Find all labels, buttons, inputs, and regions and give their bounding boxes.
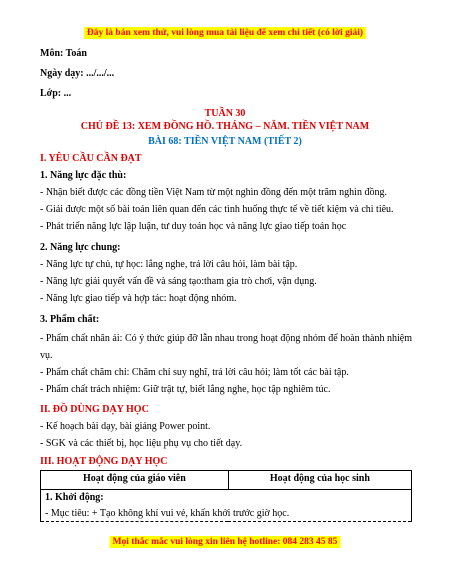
list-item: - Năng lực giải quyết vấn đề và sáng tạo:tham gia trò chơi, vận dụng.: [40, 276, 317, 287]
section-2-heading: II. ĐỒ DÙNG DẠY HỌC: [40, 404, 149, 415]
col-student-header: Hoạt động của học sinh: [228, 471, 411, 490]
activity-table: [40, 470, 412, 522]
list-item: - Phát triển năng lực lập luận, tư duy toán học và năng lực giao tiếp toán học: [40, 221, 347, 232]
top-banner: Đây là bản xem thử, vui lòng mua tài liệu để xem chi tiết (có lời giải): [84, 27, 366, 39]
list-item: - Phẩm chất trách nhiệm: Giữ trật tự, biết lắng nghe, học tập nghiêm túc.: [40, 384, 331, 395]
list-item: - Phẩm chất chăm chỉ: Chăm chỉ suy nghĩ, trả lời câu hỏi; làm tốt các bài tập.: [40, 367, 349, 378]
col-teacher-header: Hoạt động của giáo viên: [41, 471, 229, 490]
section-1-sub-2: 2. Năng lực chung:: [40, 242, 121, 253]
grade-label: Lớp: ...: [40, 88, 72, 99]
date-label: Ngày dạy: .../.../...: [40, 68, 115, 79]
start-label: 1. Khởi động:: [45, 492, 104, 503]
list-item: - Nhận biết được các đồng tiền Việt Nam từ một nghìn đồng đến một trăm nghìn đồng.: [40, 187, 387, 198]
bottom-banner: Mọi thắc mắc vui lòng xin liên hệ hotline: 084 283 45 85: [110, 536, 341, 548]
list-item: - SGK và các thiết bị, học liệu phụ vụ cho tiết dạy.: [40, 438, 243, 449]
list-item: - Phẩm chất nhân ái: Có ý thức giúp đỡ lẫn nhau trong hoạt động nhóm để hoàn thành nhiệm vụ.: [40, 333, 412, 361]
table-row: [41, 490, 412, 522]
section-1-sub-1: 1. Năng lực đặc thù:: [40, 170, 127, 181]
subject-label: Môn: Toán: [40, 48, 87, 59]
week-title: TUẦN 30: [204, 108, 246, 119]
section-1-sub-3: 3. Phẩm chất:: [40, 314, 100, 325]
section-3-heading: III. HOẠT ĐỘNG DẠY HỌC: [40, 456, 168, 467]
list-item: - Giải được một số bài toán liên quan đến các tình huống thực tế về tiết kiệm và chi tiêu.: [40, 204, 394, 215]
lesson-title: BÀI 68: TIỀN VIỆT NAM (TIẾT 2): [148, 136, 302, 147]
goal-text: - Mục tiêu: + Tạo không khí vui vẻ, khấn khởi trước giờ học.: [45, 508, 290, 519]
list-item: - Kế hoạch bài dạy, bài giảng Power point.: [40, 421, 211, 432]
section-1-heading: I. YÊU CẦU CẦN ĐẠT: [40, 153, 142, 164]
list-item: - Năng lực giao tiếp và hợp tác: hoạt động nhóm.: [40, 293, 237, 304]
topic-title: CHỦ ĐỀ 13: XEM ĐỒNG HỒ. THÁNG – NĂM. TIỀN VIỆT NAM: [80, 121, 370, 132]
list-item: - Năng lực tự chủ, tự học: lắng nghe, trả lời câu hỏi, làm bài tập.: [40, 259, 298, 270]
